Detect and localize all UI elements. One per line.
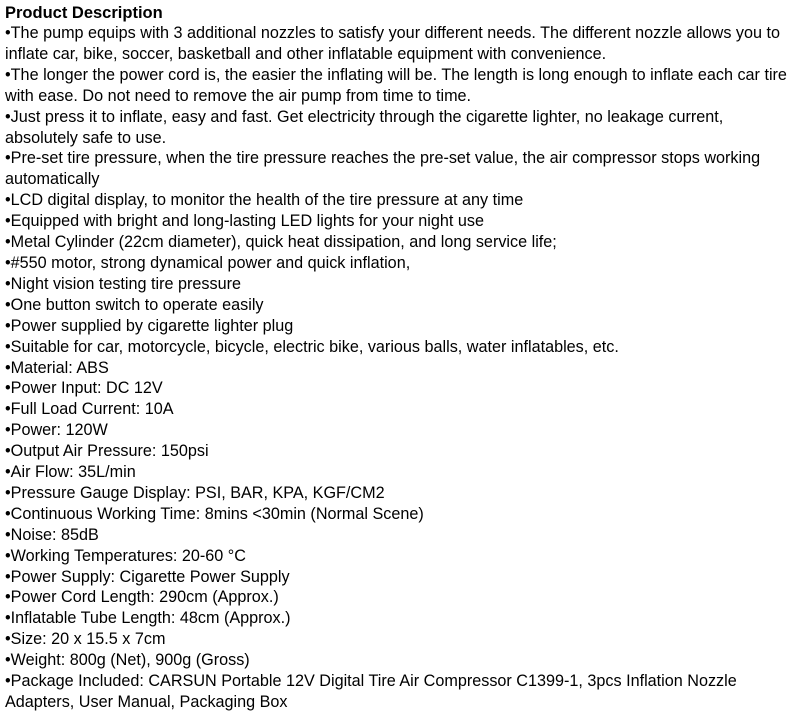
list-item	[5, 232, 794, 253]
list-item	[5, 608, 794, 629]
list-item	[5, 378, 794, 399]
bullet-marker: •	[5, 149, 11, 168]
list-item-text: Night vision testing tire pressure	[10, 274, 241, 293]
list-item	[5, 650, 794, 671]
bullet-marker: •	[5, 107, 11, 126]
list-item-text: Metal Cylinder (22cm diameter), quick heat dissipation, and long service life;	[10, 233, 557, 252]
list-item-text: Continuous Working Time: 8mins <30min (Normal Scene)	[10, 504, 424, 523]
bullet-marker: •	[5, 421, 11, 440]
bullet-marker: •	[5, 191, 11, 210]
list-item-text: Power supplied by cigarette lighter plug	[10, 316, 294, 335]
list-item-text: Equipped with bright and long-lasting LED lights for your night use	[10, 212, 484, 231]
bullet-marker: •	[5, 400, 11, 419]
list-item-text: Working Temperatures: 20-60 °C	[10, 546, 246, 565]
bullet-marker: •	[5, 525, 11, 544]
list-item	[5, 441, 794, 462]
description-list	[5, 23, 794, 713]
bullet-marker: •	[5, 233, 11, 252]
bullet-marker: •	[5, 483, 11, 502]
list-item	[5, 23, 794, 65]
list-item-text: Pre-set tire pressure, when the tire pressure reaches the pre-set value, the air compressor stops working automatically	[5, 149, 761, 189]
list-item-text: #550 motor, strong dynamical power and quick inflation,	[10, 253, 411, 272]
bullet-marker: •	[5, 546, 11, 565]
bullet-marker: •	[5, 295, 11, 314]
list-item	[5, 295, 794, 316]
list-item	[5, 316, 794, 337]
list-item-text: Noise: 85dB	[10, 525, 99, 544]
list-item	[5, 337, 794, 358]
list-item	[5, 107, 794, 149]
list-item	[5, 399, 794, 420]
list-item-text: Package Included: CARSUN Portable 12V Digital Tire Air Compressor C1399-1, 3pcs Inflation Nozzle Adapters, User Manual, Packaging Box	[5, 672, 737, 711]
bullet-marker: •	[5, 630, 11, 649]
list-item	[5, 671, 794, 713]
list-item-text: Just press it to inflate, easy and fast. Get electricity through the cigarette lighter, no leakage current, absolutely safe to use.	[5, 107, 724, 147]
bullet-marker: •	[5, 504, 11, 523]
list-item-text: LCD digital display, to monitor the health of the tire pressure at any time	[10, 191, 524, 210]
list-item	[5, 274, 794, 295]
list-item	[5, 358, 794, 379]
list-item	[5, 148, 794, 190]
list-item	[5, 629, 794, 650]
list-item-text: Material: ABS	[10, 358, 109, 377]
bullet-marker: •	[5, 651, 11, 670]
list-item	[5, 483, 794, 504]
list-item	[5, 504, 794, 525]
list-item-text: Suitable for car, motorcycle, bicycle, electric bike, various balls, water inflatables, etc.	[10, 337, 619, 356]
list-item-text: The pump equips with 3 additional nozzles to satisfy your different needs. The different nozzle allows you to inflate car, bike, soccer, basketball and other inflatable equipment with convenience.	[5, 24, 781, 63]
list-item-text: Power Cord Length: 290cm (Approx.)	[10, 588, 279, 607]
bullet-marker: •	[5, 609, 11, 628]
bullet-marker: •	[5, 24, 11, 42]
list-item	[5, 546, 794, 567]
page-title: Product Description	[5, 4, 163, 22]
list-item-text: Full Load Current: 10A	[10, 400, 174, 419]
list-item	[5, 567, 794, 588]
list-item	[5, 211, 794, 232]
list-item	[5, 190, 794, 211]
bullet-marker: •	[5, 316, 11, 335]
list-item	[5, 525, 794, 546]
list-item	[5, 65, 794, 107]
bullet-marker: •	[5, 65, 11, 84]
list-item-text: Power: 120W	[10, 421, 108, 440]
list-item-text: Size: 20 x 15.5 x 7cm	[10, 630, 166, 649]
bullet-marker: •	[5, 672, 11, 691]
list-item	[5, 420, 794, 441]
list-item	[5, 462, 794, 483]
bullet-marker: •	[5, 463, 11, 482]
list-item-text: Output Air Pressure: 150psi	[10, 442, 209, 461]
bullet-marker: •	[5, 588, 11, 607]
bullet-marker: •	[5, 358, 11, 377]
list-item-text: Weight: 800g (Net), 900g (Gross)	[10, 651, 250, 670]
list-item-text: Pressure Gauge Display: PSI, BAR, KPA, KGF/CM2	[10, 483, 385, 502]
list-item	[5, 587, 794, 608]
list-item	[5, 253, 794, 274]
bullet-marker: •	[5, 442, 11, 461]
list-item-text: Inflatable Tube Length: 48cm (Approx.)	[10, 609, 291, 628]
list-item-text: One button switch to operate easily	[10, 295, 264, 314]
list-item-text: Power Input: DC 12V	[10, 379, 163, 398]
bullet-marker: •	[5, 212, 11, 231]
list-item-text: Air Flow: 35L/min	[10, 463, 136, 482]
bullet-marker: •	[5, 274, 11, 293]
list-item-text: Power Supply: Cigarette Power Supply	[10, 567, 290, 586]
bullet-marker: •	[5, 379, 11, 398]
bullet-marker: •	[5, 567, 11, 586]
bullet-marker: •	[5, 337, 11, 356]
bullet-marker: •	[5, 253, 11, 272]
list-item-text: The longer the power cord is, the easier the inflating will be. The length is long enough to inflate each car tire with ease. Do not need to remove the air pump from time to time.	[5, 65, 787, 105]
